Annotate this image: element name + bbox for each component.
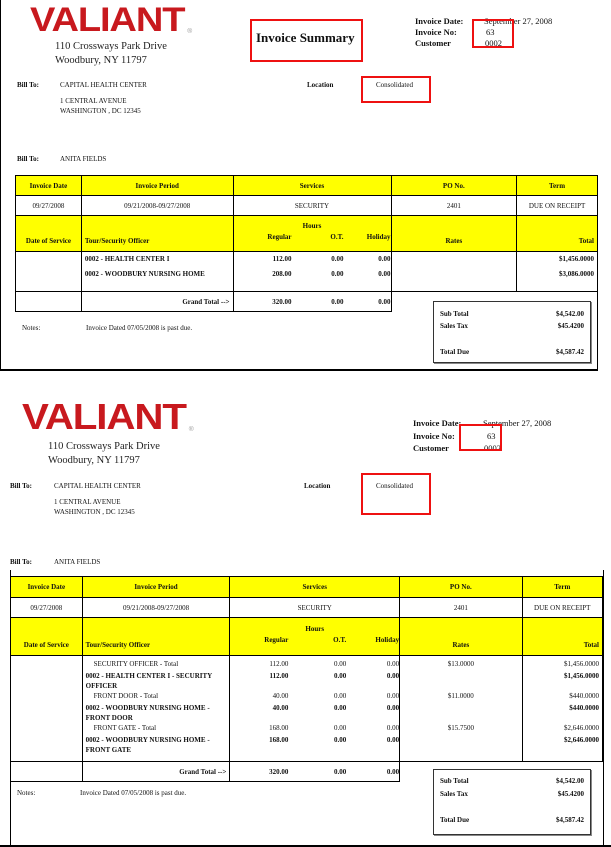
page-border-bottom [0, 845, 611, 847]
header-officer: Tour/Security Officer [82, 618, 230, 656]
totals-box [433, 769, 591, 835]
grand-total-regular: 320.00 [272, 297, 292, 306]
location-label: Location [307, 81, 334, 89]
line-total: $1,456.0000 [564, 672, 599, 680]
header-regular: Regular [264, 636, 289, 644]
sub-total-value: $4,542.00 [556, 310, 584, 318]
grand-total-holiday: 0.00 [378, 297, 391, 306]
line-holiday: 0.00 [386, 692, 400, 700]
header-rates: Rates [391, 216, 517, 252]
bill-to-city: WASHINGTON , DC 12345 [60, 107, 141, 115]
invoice-date-value: September 27, 2008 [484, 16, 553, 26]
page-title: Invoice Summary [256, 30, 355, 45]
bill-to-label: Bill To: [10, 482, 32, 490]
address-line1: 110 Crossways Park Drive [55, 41, 167, 52]
grand-total-label: Grand Total --> [82, 762, 230, 782]
location-label: Location [304, 482, 331, 490]
value-term: DUE ON RECEIPT [517, 196, 598, 216]
header-total: Total [522, 618, 603, 656]
rates-cell [400, 656, 522, 762]
invoice-no-value: 63 [487, 431, 496, 441]
grand-total-hours [230, 762, 400, 782]
address-line1: 110 Crossways Park Drive [48, 441, 160, 452]
line-regular: 112.00 [269, 672, 289, 680]
page-border-bottom [0, 369, 598, 371]
invoice-page-summary [0, 0, 611, 370]
line-rate: $15.7500 [447, 724, 474, 732]
bill-to-contact-name: ANITA FIELDS [60, 155, 107, 163]
line-regular: 40.00 [272, 692, 289, 700]
line-total: $1,456.0000 [564, 660, 599, 668]
page-border-left [0, 0, 1, 370]
line-ot: 0.00 [334, 660, 347, 668]
grand-total-holiday: 0.00 [386, 767, 400, 776]
rates-cell [391, 252, 517, 292]
header-holiday: Holiday [375, 636, 400, 644]
line-total: $3,086.0000 [559, 270, 594, 278]
hours-cell [233, 252, 391, 292]
line-total: $440.0000 [569, 692, 599, 700]
bill-to-street: 1 CENTRAL AVENUE [60, 97, 127, 105]
line-officer: 0002 - WOODBURY NURSING HOME - FRONT DOOR [85, 704, 210, 722]
notes-label: Notes: [17, 789, 36, 797]
header-hours [230, 618, 400, 656]
line-regular: 112.00 [269, 660, 289, 668]
invoice-no-value: 63 [486, 27, 495, 37]
company-address [48, 440, 160, 468]
registered-mark: ® [188, 427, 193, 433]
location-value: Consolidated [376, 81, 413, 89]
header-invoice-period: Invoice Period [82, 577, 230, 598]
valiant-logo [30, 1, 192, 39]
line-holiday: 0.00 [386, 672, 400, 680]
line-ot: 0.00 [331, 255, 344, 263]
line-holiday: 0.00 [386, 704, 400, 712]
line-regular: 208.00 [272, 270, 292, 278]
bill-to-street: 1 CENTRAL AVENUE [54, 498, 121, 506]
line-regular: 40.00 [272, 704, 289, 712]
line-holiday: 0.00 [378, 255, 391, 263]
header-hours [233, 216, 391, 252]
line-holiday: 0.00 [378, 270, 391, 278]
date-of-service-cell [16, 252, 82, 292]
line-holiday: 0.00 [386, 736, 400, 744]
location-highlight-box [361, 473, 431, 515]
value-term: DUE ON RECEIPT [522, 598, 603, 618]
value-invoice-date: 09/27/2008 [11, 598, 83, 618]
line-total: $1,456.0000 [559, 255, 594, 263]
line-officer: FRONT DOOR - Total [93, 692, 159, 700]
invoice-no-label: Invoice No: [413, 431, 455, 441]
invoice-no-highlight-box [459, 424, 502, 451]
total-due-value: $4,587.42 [556, 816, 584, 824]
date-of-service-cell [11, 656, 83, 762]
invoice-date-value: September 27, 2008 [483, 418, 552, 428]
total-due-label: Total Due [440, 816, 470, 824]
notes-label: Notes: [22, 324, 41, 332]
line-regular: 168.00 [269, 724, 289, 732]
line-officer: 0002 - WOODBURY NURSING HOME [84, 270, 205, 278]
bill-to-contact-label: Bill To: [17, 155, 39, 163]
value-invoice-period: 09/21/2008-09/27/2008 [82, 598, 230, 618]
hours-cell [230, 656, 400, 762]
header-services: Services [230, 577, 400, 598]
grand-total-empty [16, 292, 82, 312]
page-border-right [603, 570, 604, 847]
invoice-date-label: Invoice Date: [413, 418, 462, 428]
grand-total-regular: 320.00 [269, 767, 289, 776]
value-invoice-period: 09/21/2008-09/27/2008 [81, 196, 233, 216]
customer-label: Customer [413, 443, 449, 453]
sub-total-label: Sub Total [440, 777, 469, 785]
notes-text: Invoice Dated 07/05/2008 is past due. [80, 789, 187, 797]
line-ot: 0.00 [334, 724, 347, 732]
company-address [55, 40, 167, 68]
address-line2: Woodbury, NY 11797 [48, 455, 140, 466]
line-ot: 0.00 [334, 672, 347, 680]
header-invoice-period: Invoice Period [81, 176, 233, 196]
header-holiday: Holiday [366, 233, 391, 241]
invoice-no-highlight-box [472, 19, 514, 48]
address-line2: Woodbury, NY 11797 [55, 55, 147, 66]
line-officer: SECURITY OFFICER - Total [93, 660, 179, 668]
valiant-logo [22, 396, 193, 437]
invoice-no-label: Invoice No: [415, 27, 457, 37]
header-ot: O.T. [330, 233, 344, 241]
totals-box [433, 301, 591, 363]
sales-tax-value: $45.4200 [557, 322, 584, 330]
total-cell [517, 252, 598, 292]
header-regular: Regular [267, 233, 292, 241]
header-total: Total [517, 216, 598, 252]
header-invoice-date: Invoice Date [16, 176, 82, 196]
grand-total-hours [233, 292, 391, 312]
header-rates: Rates [400, 618, 522, 656]
grand-total-ot: 0.00 [331, 297, 344, 306]
invoice-summary-table [15, 175, 598, 312]
invoice-page-detail [0, 378, 611, 847]
line-officer: 0002 - WOODBURY NURSING HOME - FRONT GATE [85, 736, 210, 754]
line-rate: $13.0000 [447, 660, 474, 668]
header-date-of-service: Date of Service [11, 618, 83, 656]
sales-tax-value: $45.4200 [557, 790, 584, 798]
grand-total-label: Grand Total --> [81, 292, 233, 312]
line-total: $2,646.0000 [564, 736, 599, 744]
total-due-label: Total Due [440, 348, 470, 356]
line-officer: 0002 - HEALTH CENTER I [84, 255, 170, 263]
line-total: $2,646.0000 [564, 724, 599, 732]
value-po-no: 2401 [391, 196, 517, 216]
customer-value: 0002 [485, 38, 502, 48]
line-officer: 0002 - HEALTH CENTER I - SECURITY OFFICER [85, 672, 212, 690]
header-invoice-date: Invoice Date [11, 577, 83, 598]
line-regular: 168.00 [269, 736, 289, 744]
bill-to-label: Bill To: [17, 81, 39, 89]
customer-value: 0002 [484, 443, 501, 453]
registered-mark: ® [187, 29, 192, 35]
line-ot: 0.00 [331, 270, 344, 278]
value-po-no: 2401 [400, 598, 522, 618]
header-officer: Tour/Security Officer [81, 216, 233, 252]
value-services: SECURITY [233, 196, 391, 216]
sub-total-value: $4,542.00 [556, 777, 584, 785]
sales-tax-label: Sales Tax [440, 322, 468, 330]
hours-label: Hours [302, 222, 322, 230]
bill-to-contact-label: Bill To: [10, 558, 32, 566]
header-ot: O.T. [333, 636, 347, 644]
sales-tax-label: Sales Tax [440, 790, 468, 798]
bill-to-name: CAPITAL HEALTH CENTER [60, 81, 147, 89]
line-ot: 0.00 [334, 692, 347, 700]
line-regular: 112.00 [272, 255, 292, 263]
header-date-of-service: Date of Service [16, 216, 82, 252]
line-holiday: 0.00 [386, 724, 400, 732]
header-po-no: PO No. [400, 577, 522, 598]
header-term: Term [522, 577, 603, 598]
notes-text: Invoice Dated 07/05/2008 is past due. [86, 324, 193, 332]
sub-total-label: Sub Total [440, 310, 469, 318]
header-po-no: PO No. [391, 176, 517, 196]
grand-total-ot: 0.00 [334, 767, 347, 776]
line-total: $440.0000 [569, 704, 599, 712]
header-term: Term [517, 176, 598, 196]
bill-to-city: WASHINGTON , DC 12345 [54, 508, 135, 516]
invoice-detail-table [10, 576, 603, 782]
value-invoice-date: 09/27/2008 [16, 196, 82, 216]
line-officer: FRONT GATE - Total [93, 724, 157, 732]
customer-label: Customer [415, 38, 451, 48]
logo-text: VALIANT [22, 396, 186, 437]
total-cell [522, 656, 603, 762]
location-value: Consolidated [376, 482, 413, 490]
invoice-date-label: Invoice Date: [415, 16, 464, 26]
bill-to-contact-name: ANITA FIELDS [54, 558, 101, 566]
line-rate: $11.0000 [447, 692, 474, 700]
bill-to-name: CAPITAL HEALTH CENTER [54, 482, 141, 490]
line-ot: 0.00 [334, 704, 347, 712]
total-due-value: $4,587.42 [556, 348, 584, 356]
logo-text: VALIANT [30, 1, 185, 39]
value-services: SECURITY [230, 598, 400, 618]
header-services: Services [233, 176, 391, 196]
grand-total-empty [11, 762, 83, 782]
officer-cell [82, 656, 230, 762]
line-holiday: 0.00 [386, 660, 400, 668]
line-ot: 0.00 [334, 736, 347, 744]
hours-label: Hours [305, 625, 325, 633]
table-row [16, 252, 598, 292]
table-row [11, 656, 603, 762]
officer-cell [81, 252, 233, 292]
